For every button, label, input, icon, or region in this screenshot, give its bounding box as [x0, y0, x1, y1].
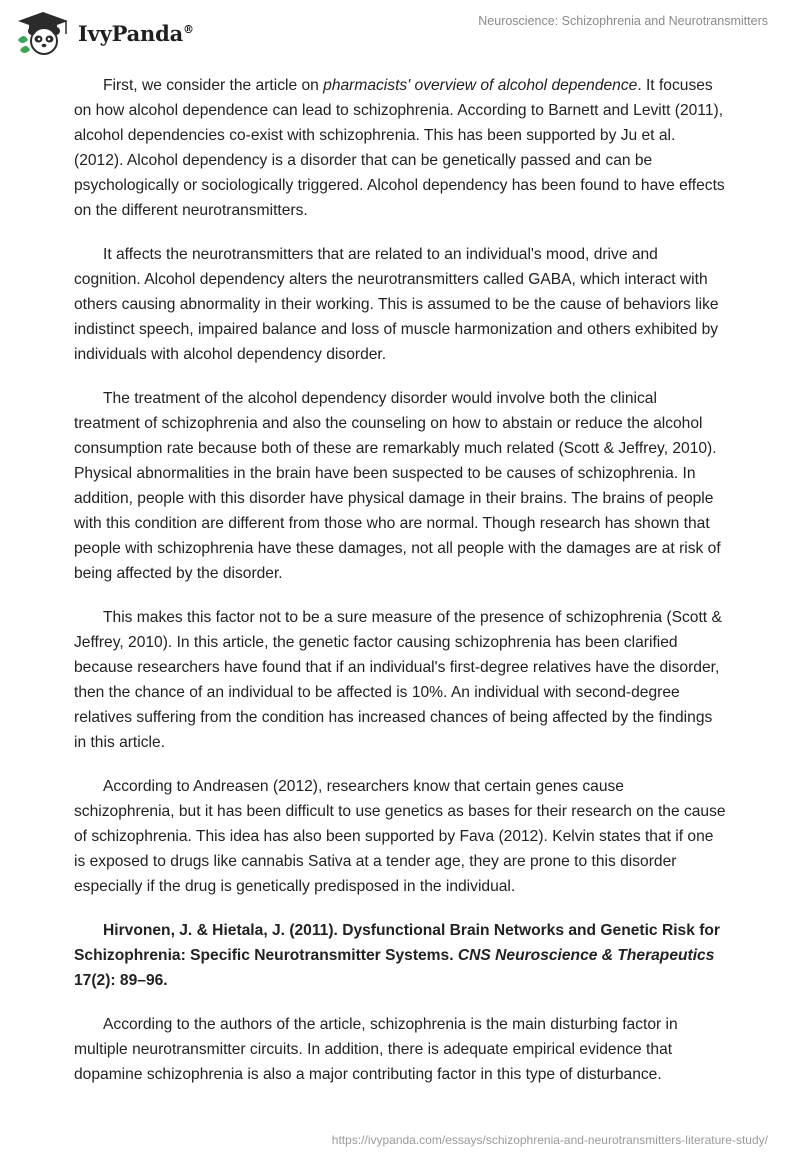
- essay-body: [74, 73, 726, 1106]
- page-header: [0, 0, 800, 66]
- paragraph-4: This makes this factor not to be a sure measure of the presence of schizophrenia (Scott & Jeffrey, 2010). In this article, the genetic factor causing schizophrenia has been clarified because researchers have found that if an individual's first-degree relatives have the disorder, then the chance of an individual to be affected is 10%. An individual with second-degree relatives suffering from the condition has increased chances of being affected by the findings in this article.: [74, 609, 722, 751]
- reference-journal: CNS Neuroscience & Therapeutics: [457, 947, 715, 964]
- source-url[interactable]: https://ivypanda.com/essays/schizophrenia-and-neurotransmitters-literature-study/: [331, 1133, 768, 1147]
- reference-heading: [74, 918, 726, 993]
- article-title-italic: pharmacists' overview of alcohol dependence: [323, 77, 638, 94]
- logo-wordmark: IvyPanda®: [78, 20, 194, 46]
- paragraph-3: The treatment of the alcohol dependency disorder would involve both the clinical treatment of schizophrenia and also the counseling on how to abstain or reduce the alcohol consumption rate because both of these are remarkably much related (Scott & Jeffrey, 2010). Physical abnormalities in the brain have been suspected to be causes of schizophrenia. In addition, people with this disorder have physical damage in their brains. The brains of people with this condition are different from those who are normal. Though research has shown that people with schizophrenia have these damages, not all people with the damages are at risk of being affected by the disorder.: [74, 390, 721, 582]
- paragraph-6: According to the authors of the article, schizophrenia is the main disturbing factor in multiple neurotransmitter circuits. In addition, there is adequate empirical evidence that dopamine schizophrenia is also a major contributing factor in this type of disturbance.: [74, 1016, 678, 1083]
- reference-volume: 17(2): 89–96.: [74, 972, 168, 989]
- paragraph-1: [74, 73, 726, 223]
- reference-authors-title: Hirvonen, J. & Hietala, J. (2011). Dysfunctional Brain Networks and Genetic Risk for Schizophrenia: Specific Neurotransmitter Systems.: [74, 922, 720, 964]
- document-title: Neuroscience: Schizophrenia and Neurotransmitters: [478, 14, 768, 28]
- paragraph-1-intro: First, we consider the article on: [103, 77, 324, 94]
- paragraph-5: According to Andreasen (2012), researchers know that certain genes cause schizophrenia, but it has been difficult to use genetics as bases for their research on the cause of schizophrenia. This idea has also been supported by Fava (2012). Kelvin states that if one is exposed to drugs like cannabis Sativa at a tender age, they are prone to this disorder especially if the drug is genetically predisposed in the individual.: [74, 778, 726, 895]
- ivypanda-logo[interactable]: [14, 10, 194, 56]
- paragraph-2: It affects the neurotransmitters that are related to an individual's mood, drive and cognition. Alcohol dependency alters the neurotransmitters called GABA, which interact with others causing abnormality in their working. This is assumed to be the cause of behaviors like indistinct speech, impaired balance and loss of muscle harmonization and others exhibited by individuals with alcohol dependency disorder.: [74, 246, 719, 363]
- panda-logo-icon: [14, 10, 72, 56]
- paragraph-1-rest: . It focuses on how alcohol dependence can lead to schizophrenia. According to Barnett and Levitt (2011), alcohol dependencies co-exist with schizophrenia. This has been supported by Ju et al. (2012). Alcohol dependency is a disorder that can be genetically passed and can be psychologically or sociologically triggered. Alcohol dependency has been found to have effects on the different neurotransmitters.: [74, 77, 725, 219]
